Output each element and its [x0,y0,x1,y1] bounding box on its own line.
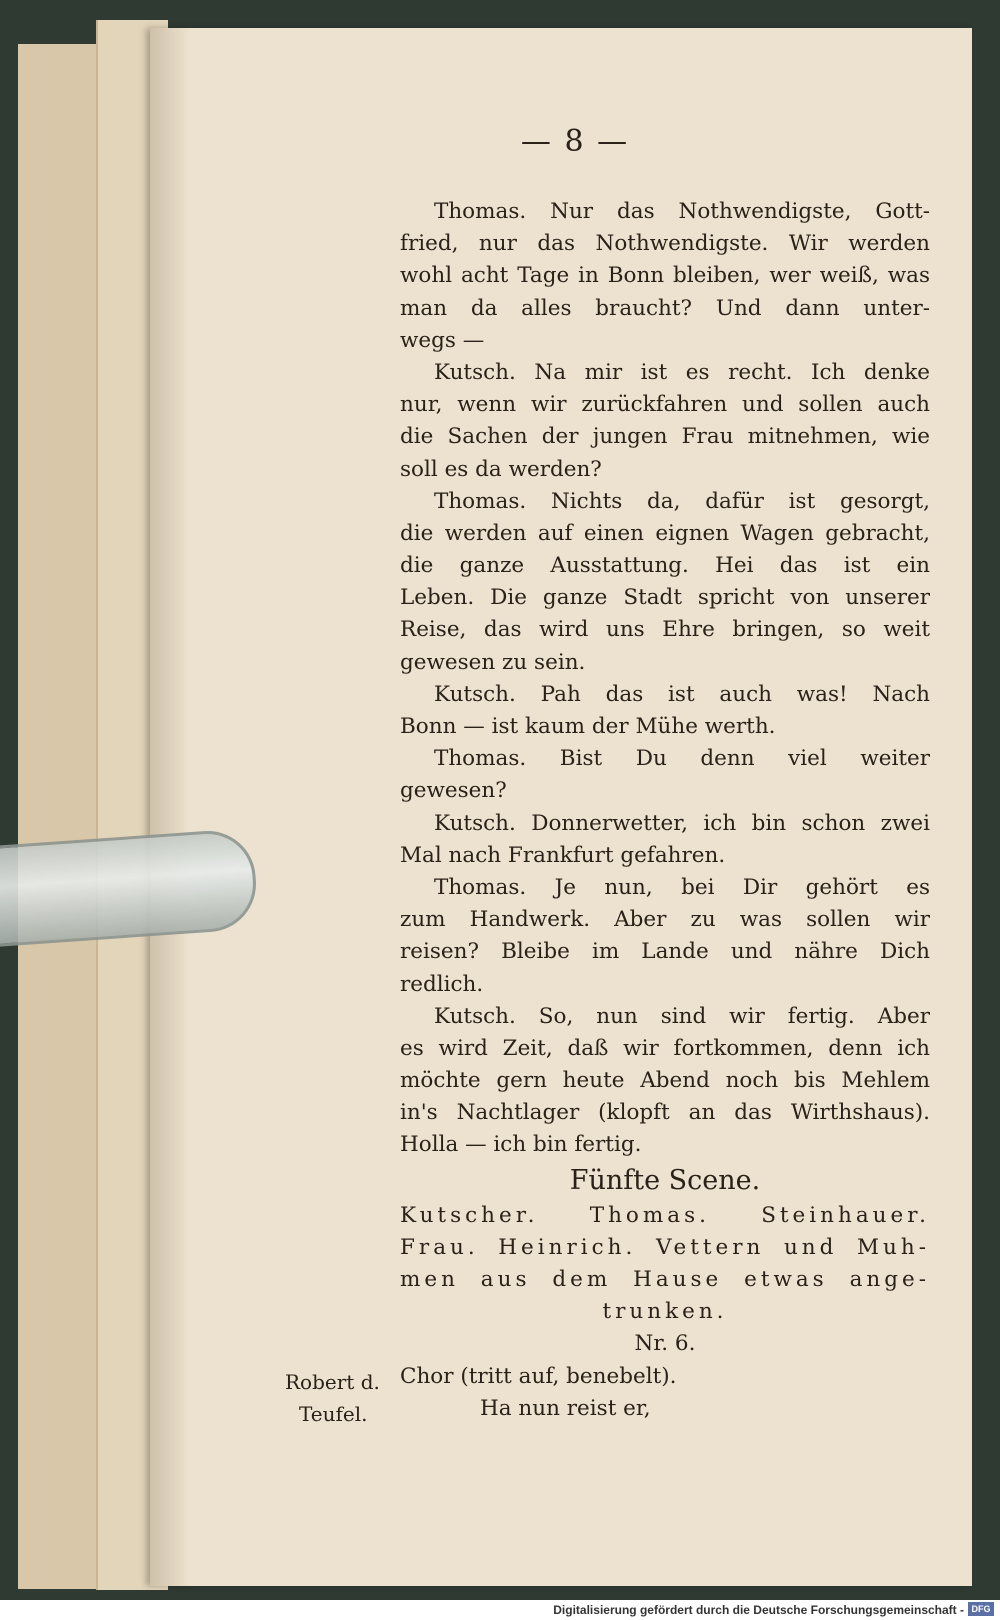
margin-note-line: Teufel. [299,1402,368,1426]
margin-note-line: Robert d. [285,1370,380,1394]
text-line: die ganze Ausstattung. Hei das ist ein [400,553,930,579]
text-line: Thomas. Je nun, bei Dir gehört es [434,874,930,900]
text-line: Thomas. Bist Du denn viel weiter [434,746,930,772]
song-lyric-line: Ha nun reist er, [480,1395,651,1421]
text-line: redlich. [400,971,484,997]
text-line: die werden auf einen eignen Wagen gebracht, [400,520,930,546]
margin-note [285,1366,405,1430]
text-line: Kutsch. Pah das ist auch was! Nach [434,681,930,707]
text-line: Bonn — ist kaum der Mühe werth. [400,714,776,739]
text-line: möchte gern heute Abend noch bis Mehlem [400,1068,930,1094]
text-line: Thomas. Nur das Nothwendigste, Gott- [434,199,930,224]
chor-stage-direction: Chor (tritt auf, benebelt). [400,1363,677,1389]
scene-heading: Fünfte Scene. [569,1164,761,1196]
cast-list-line: Frau. Heinrich. Vettern und Muh- [400,1234,930,1260]
text-line: wegs — [400,327,485,353]
text-line: fried, nur das Nothwendigste. Wir werden [400,231,930,257]
text-line: wohl acht Tage in Bonn bleiben, wer weiß, was [400,263,930,289]
dialogue-lines [400,196,930,1162]
text-line: Kutsch. So, nun sind wir fertig. Aber [434,1003,930,1029]
gutter-shadow [150,28,190,1586]
text-line: soll es da werden? [400,456,602,482]
body-text [400,196,930,1425]
cast-list-last-line: trunken. [602,1299,728,1325]
footer-credit: Digitalisierung gefördert durch die Deutsche Forschungsgemeinschaft - [553,1603,964,1617]
text-line: Leben. Die ganze Stadt spricht von unserer [400,585,930,611]
cast-list-line: Kutscher. Thomas. Steinhauer. [400,1202,930,1228]
text-line: es wird Zeit, daß wir fortkommen, denn ich [400,1035,930,1061]
text-line: Thomas. Nichts da, dafür ist gesorgt, [434,488,930,514]
text-line: nur, wenn wir zurückfahren und sollen auch [400,392,930,418]
text-line: Reise, das wird uns Ehre bringen, so weit [400,617,930,643]
musical-number: Nr. 6. [634,1331,696,1357]
text-line: die Sachen der jungen Frau mitnehmen, wie [400,424,930,450]
dfg-logo-icon: DFG [968,1602,994,1616]
text-line: Kutsch. Donnerwetter, ich bin schon zwei [434,810,930,836]
page-number: — 8 — [520,124,630,159]
text-line: Holla — ich bin fertig. [400,1132,642,1158]
text-line: Mal nach Frankfurt gefahren. [400,842,726,868]
text-line: reisen? Bleibe im Lande und nähre Dich [400,939,930,965]
text-line: man da alles braucht? Und dann unter- [400,295,930,321]
cast-list-line: men aus dem Hause etwas ange- [400,1267,930,1292]
text-line: Kutsch. Na mir ist es recht. Ich denke [434,359,930,385]
text-line: in's Nachtlager (klopft an das Wirthshaus). [400,1100,930,1126]
text-line: gewesen zu sein. [400,649,586,675]
text-line: gewesen? [400,778,507,804]
text-line: zum Handwerk. Aber zu was sollen wir [400,907,930,933]
